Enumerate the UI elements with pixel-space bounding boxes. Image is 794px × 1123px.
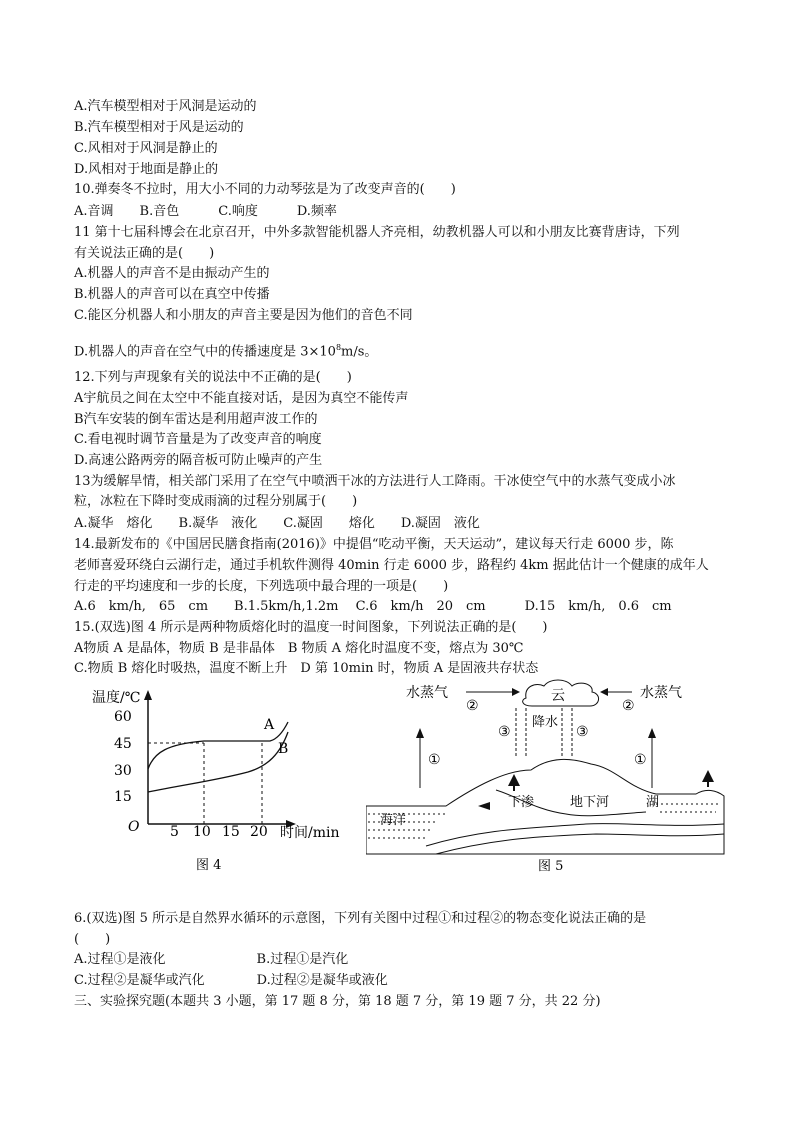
fig5-vapor-left: 水蒸气 <box>406 685 448 701</box>
fig5-lake-label: 湖 <box>646 795 660 810</box>
fig4-ytick-45: 45 <box>114 736 132 752</box>
fig5-label-3-left: ③ <box>498 724 511 740</box>
q11-option-d-exponent: 8 <box>335 343 342 352</box>
fig4-caption: 图 4 <box>196 858 222 873</box>
text-line: A物质 A 是晶体，物质 B 是非晶体 B 物质 A 熔化时温度不变，熔点为 30℃ <box>74 641 524 656</box>
fig4-label-b: B <box>278 741 289 757</box>
text-line: D.风相对于地面是静止的 <box>74 162 219 177</box>
fig5-cloud-label: 云 <box>551 688 565 704</box>
fig5-label-2-right: ② <box>622 698 635 714</box>
text-line: C.看电视时调节音量是为了改变声音的响度 <box>74 432 322 447</box>
text-line: C.物质 B 熔化时吸热，温度不断上升 D 第 10min 时，物质 A 是固液共存状态 <box>74 661 539 676</box>
fig4-xtick-20: 20 <box>250 824 268 840</box>
fig5-sea-label: 海洋 <box>380 813 407 828</box>
text-line: A.6 km/h, 65 cm B.1.5km/h,1.2m C.6 km/h 20 cm D.15 km/h, 0.6 cm <box>74 599 672 614</box>
q11-option-d-suffix: m/s。 <box>341 344 378 360</box>
fig5-label-1-right: ① <box>634 752 647 768</box>
q11-option-d <box>74 339 377 361</box>
text-line: ( ) <box>74 932 111 947</box>
text-line: A.音调 B.音色 C.响度 D.频率 <box>74 204 337 219</box>
text-line: 行走的平均速度和一步的长度，下列选项中最合理的一项是( ) <box>74 579 449 594</box>
text-line: C.能区分机器人和小朋友的声音主要是因为他们的音色不同 <box>74 308 413 323</box>
text-line: 15.(双选)图 4 所示是两种物质熔化时的温度一时间图象，下列说法正确的是( ) <box>74 620 548 635</box>
text-line: 12.下列与声现象有关的说法中不正确的是( ) <box>74 370 352 385</box>
text-line: A宇航员之间在太空中不能直接对话，是因为真空不能传声 <box>74 391 409 406</box>
q11-option-d-prefix: D.机器人的声音在空气中的传播速度是 3×10 <box>74 344 336 360</box>
fig4-ytick-15: 15 <box>114 789 132 805</box>
figure-5-water-cycle <box>366 678 726 878</box>
figure-4-graph <box>88 684 348 879</box>
fig4-ytick-30: 30 <box>114 763 132 779</box>
fig4-ylabel: 温度/℃ <box>92 690 141 706</box>
fig5-label-2-left: ② <box>466 698 479 714</box>
fig5-label-3-right: ③ <box>576 724 589 740</box>
fig4-origin: O <box>128 819 140 835</box>
text-line: 粒，冰粒在下降时变成雨滴的过程分别属于( ) <box>74 494 358 509</box>
fig4-label-a: A <box>264 717 275 733</box>
fig5-vapor-right: 水蒸气 <box>640 685 682 701</box>
text-line: 14.最新发布的《中国居民膳食指南(2016)》中提倡“吃动平衡，天天运动”，建议每天行走 6000 步，陈 <box>74 537 674 552</box>
fig4-xtick-5: 5 <box>170 824 179 840</box>
fig4-xtick-10: 10 <box>193 824 211 840</box>
text-line: B.汽车模型相对于风是运动的 <box>74 120 244 135</box>
text-line: A.过程①是液化 B.过程①是汽化 <box>74 952 349 967</box>
text-line: 有关说法正确的是( ) <box>74 246 215 261</box>
text-line: 老师喜爱环绕白云湖行走，通过手机软件测得 40min 行走 6000 步，路程约 4km 据此估计一个健康的成年人 <box>74 558 709 573</box>
text-line: 11 第十七届科博会在北京召开，中外多款智能机器人齐亮相，幼教机器人可以和小朋友比赛背唐诗，下列 <box>74 225 680 240</box>
fig5-label-1-left: ① <box>428 752 441 768</box>
text-line: A.凝华 熔化 B.凝华 液化 C.凝固 熔化 D.凝固 液化 <box>74 516 480 531</box>
fig5-seep-label: 下渗 <box>508 795 535 810</box>
fig5-rain-label: 降水 <box>532 715 559 730</box>
fig5-underground-river-label: 地下河 <box>570 795 610 810</box>
text-line: C.过程②是凝华或汽化 D.过程②是凝华或液化 <box>74 973 388 988</box>
text-line: A.机器人的声音不是由振动产生的 <box>74 266 270 281</box>
text-line: D.高速公路两旁的隔音板可防止噪声的产生 <box>74 453 323 468</box>
text-line: A.汽车模型相对于风洞是运动的 <box>74 99 257 114</box>
text-line: B.机器人的声音可以在真空中传播 <box>74 287 270 302</box>
text-line: B汽车安装的倒车雷达是利用超声波工作的 <box>74 412 318 427</box>
fig4-xlabel: 时间/min <box>280 825 340 841</box>
text-line: 10.弹奏冬不拉时，用大小不同的力动琴弦是为了改变声音的( ) <box>74 182 456 197</box>
text-line: 13为缓解旱情，相关部门采用了在空气中喷洒干冰的方法进行人工降雨。干冰使空气中的水蒸气变成小冰 <box>74 474 676 489</box>
text-line: 三、实验探究题(本题共 3 小题，第 17 题 8 分，第 18 题 7 分，第 19 题 7 分，共 22 分) <box>74 994 601 1009</box>
fig4-xtick-15: 15 <box>222 824 240 840</box>
fig4-ytick-60: 60 <box>114 709 132 725</box>
fig5-caption: 图 5 <box>538 859 564 874</box>
text-line: 6.(双选)图 5 所示是自然界水循环的示意图，下列有关图中过程①和过程②的物态变化说法正确的是 <box>74 911 647 926</box>
text-line: C.风相对于风洞是静止的 <box>74 141 218 156</box>
